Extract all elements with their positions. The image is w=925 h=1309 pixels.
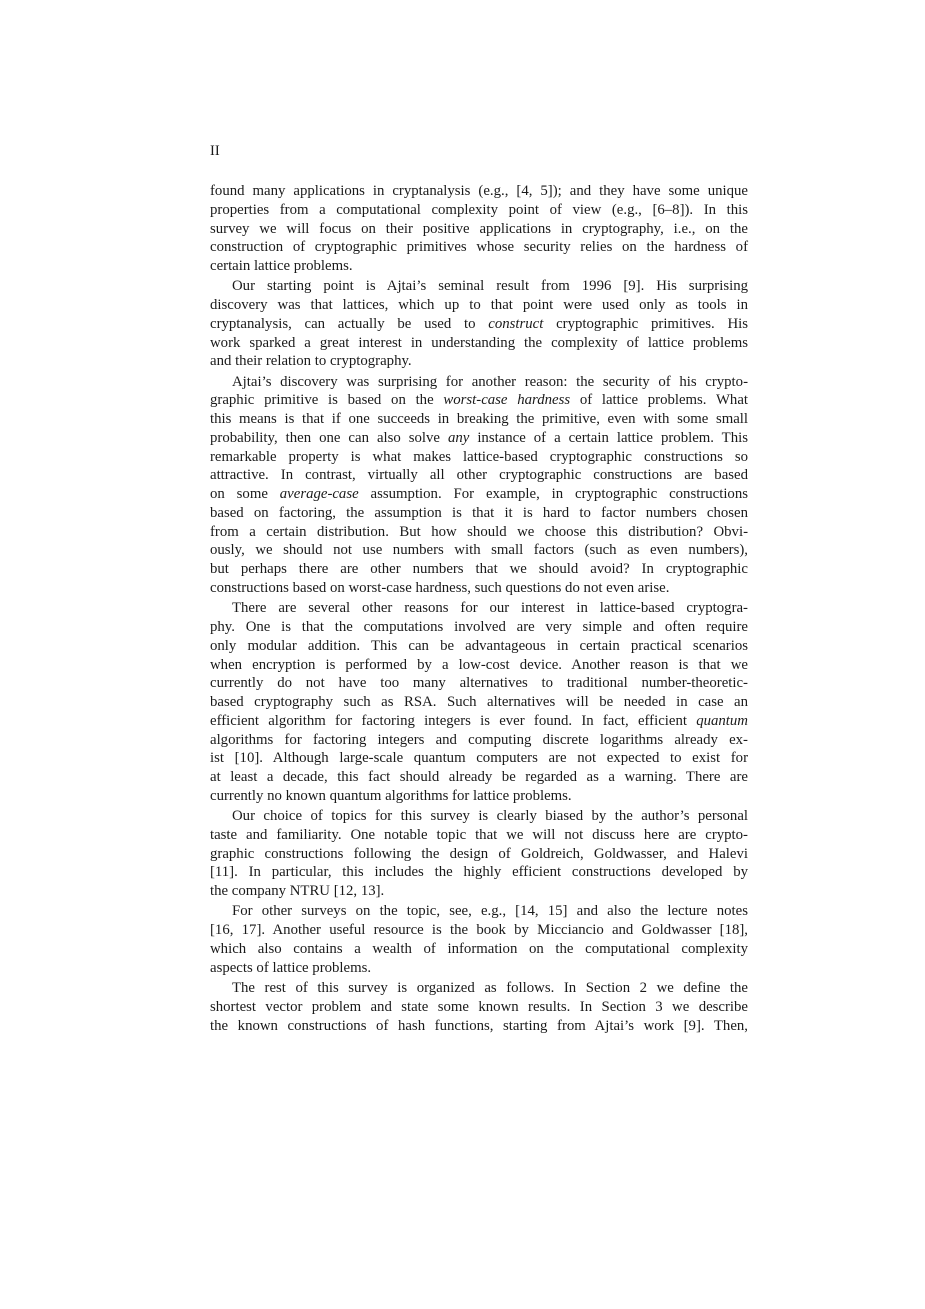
text-line: Ajtai’s discovery was surprising for another reason: the security of his crypto- (232, 373, 748, 390)
text-line: aspects of lattice problems. (210, 959, 372, 976)
paragraph (210, 979, 748, 1035)
text-line (210, 391, 748, 410)
text-line: the company NTRU [12, 13]. (210, 883, 385, 900)
text-line: based cryptography such as RSA. Such alternatives will be needed in case an (210, 694, 748, 711)
text-line: ist [10]. Although large-scale quantum computers are not expected to exist for (210, 750, 748, 767)
text-line (210, 315, 748, 334)
emphasis: quantum (696, 712, 748, 729)
text-line: Our choice of topics for this survey is clearly biased by the author’s personal (232, 808, 748, 825)
emphasis: any (447, 429, 470, 446)
text-line: properties from a computational complexity point of view (e.g., [6–8]). In this (210, 201, 748, 218)
text-line: [16, 17]. Another useful resource is the book by Micciancio and Goldwasser [18], (210, 922, 748, 939)
paragraph (210, 807, 748, 901)
text-line: currently no known quantum algorithms for lattice problems. (210, 787, 572, 804)
text-segment: cryptographic primitives. His (543, 315, 749, 332)
text-line: Our starting point is Ajtai’s seminal result from 1996 [9]. His surprising (232, 278, 748, 295)
text-line: when encryption is performed by a low-cost device. Another reason is that we (210, 656, 748, 673)
paragraph (210, 277, 748, 371)
text-line (210, 712, 748, 731)
text-segment: graphic primitive is based on the (210, 392, 444, 409)
text-line: found many applications in cryptanalysis (e.g., [4, 5]); and they have some unique (210, 183, 748, 199)
text-line: and their relation to cryptography. (210, 353, 412, 370)
text-line: discovery was that lattices, which up to that point were used only as tools in (210, 297, 748, 314)
text-line: from a certain distribution. But how should we choose this distribution? Obvi- (210, 523, 748, 540)
paragraph (210, 182, 748, 276)
paragraph (210, 599, 748, 805)
text-line: For other surveys on the topic, see, e.g., [14, 15] and also the lecture notes (232, 903, 748, 920)
text-line: only modular addition. This can be advantageous in certain practical scenarios (210, 637, 748, 654)
text-segment: cryptanalysis, can actually be used to (210, 315, 489, 332)
text-line: but perhaps there are other numbers that we should avoid? In cryptographic (210, 561, 748, 578)
text-line: construction of cryptographic primitives whose security relies on the hardness of (210, 239, 748, 256)
paragraph (210, 902, 748, 977)
paragraph (210, 373, 748, 598)
text-line: attractive. In contrast, virtually all other cryptographic constructions are based (210, 467, 748, 484)
emphasis: average-case (279, 486, 359, 503)
text-line: this means is that if one succeeds in breaking the primitive, even with some small (210, 411, 748, 428)
text-line: currently do not have too many alternatives to traditional number-theoretic- (210, 675, 748, 692)
emphasis: worst-case hardness (443, 392, 571, 409)
text-line: phy. One is that the computations involved are very simple and often require (210, 619, 748, 636)
text-segment: on some (210, 486, 280, 503)
body-text (210, 182, 748, 1035)
text-line: taste and familiarity. One notable topic that we will not discuss here are crypto- (210, 826, 748, 843)
text-line: There are several other reasons for our interest in lattice-based cryptogra- (232, 600, 748, 617)
text-segment: instance of a certain lattice problem. This (469, 429, 748, 446)
text-line: survey we will focus on their positive applications in cryptography, i.e., on the (210, 220, 748, 237)
text-line: ously, we should not use numbers with small factors (such as even numbers), (210, 542, 748, 559)
text-segment: of lattice problems. What (570, 392, 749, 409)
text-line: the known constructions of hash functions, starting from Ajtai’s work [9]. Then, (210, 1017, 748, 1034)
text-line: algorithms for factoring integers and computing discrete logarithms already ex- (210, 731, 748, 748)
text-line: The rest of this survey is organized as follows. In Section 2 we define the (232, 980, 748, 997)
page-number: II (210, 143, 220, 159)
text-line: shortest vector problem and state some known results. In Section 3 we describe (210, 998, 748, 1015)
emphasis: construct (488, 315, 544, 332)
text-line (210, 429, 748, 448)
text-line: certain lattice problems. (210, 258, 353, 274)
text-segment: assumption. For example, in cryptographic constructions (358, 486, 748, 503)
text-segment: probability, then one can also solve (210, 429, 448, 446)
text-line: constructions based on worst-case hardness, such questions do not even arise. (210, 579, 670, 596)
text-line: based on factoring, the assumption is that it is hard to factor numbers chosen (210, 504, 748, 521)
text-line: [11]. In particular, this includes the highly efficient constructions developed by (210, 864, 748, 881)
text-segment: efficient algorithm for factoring integers is ever found. In fact, efficient (210, 712, 697, 729)
text-line (210, 485, 748, 504)
text-line: graphic constructions following the design of Goldreich, Goldwasser, and Halevi (210, 845, 748, 862)
text-line: remarkable property is what makes lattice-based cryptographic constructions so (210, 448, 748, 465)
text-line: at least a decade, this fact should already be regarded as a warning. There are (210, 769, 748, 786)
text-line: which also contains a wealth of information on the computational complexity (210, 940, 748, 957)
text-line: work sparked a great interest in understanding the complexity of lattice problems (210, 334, 748, 351)
